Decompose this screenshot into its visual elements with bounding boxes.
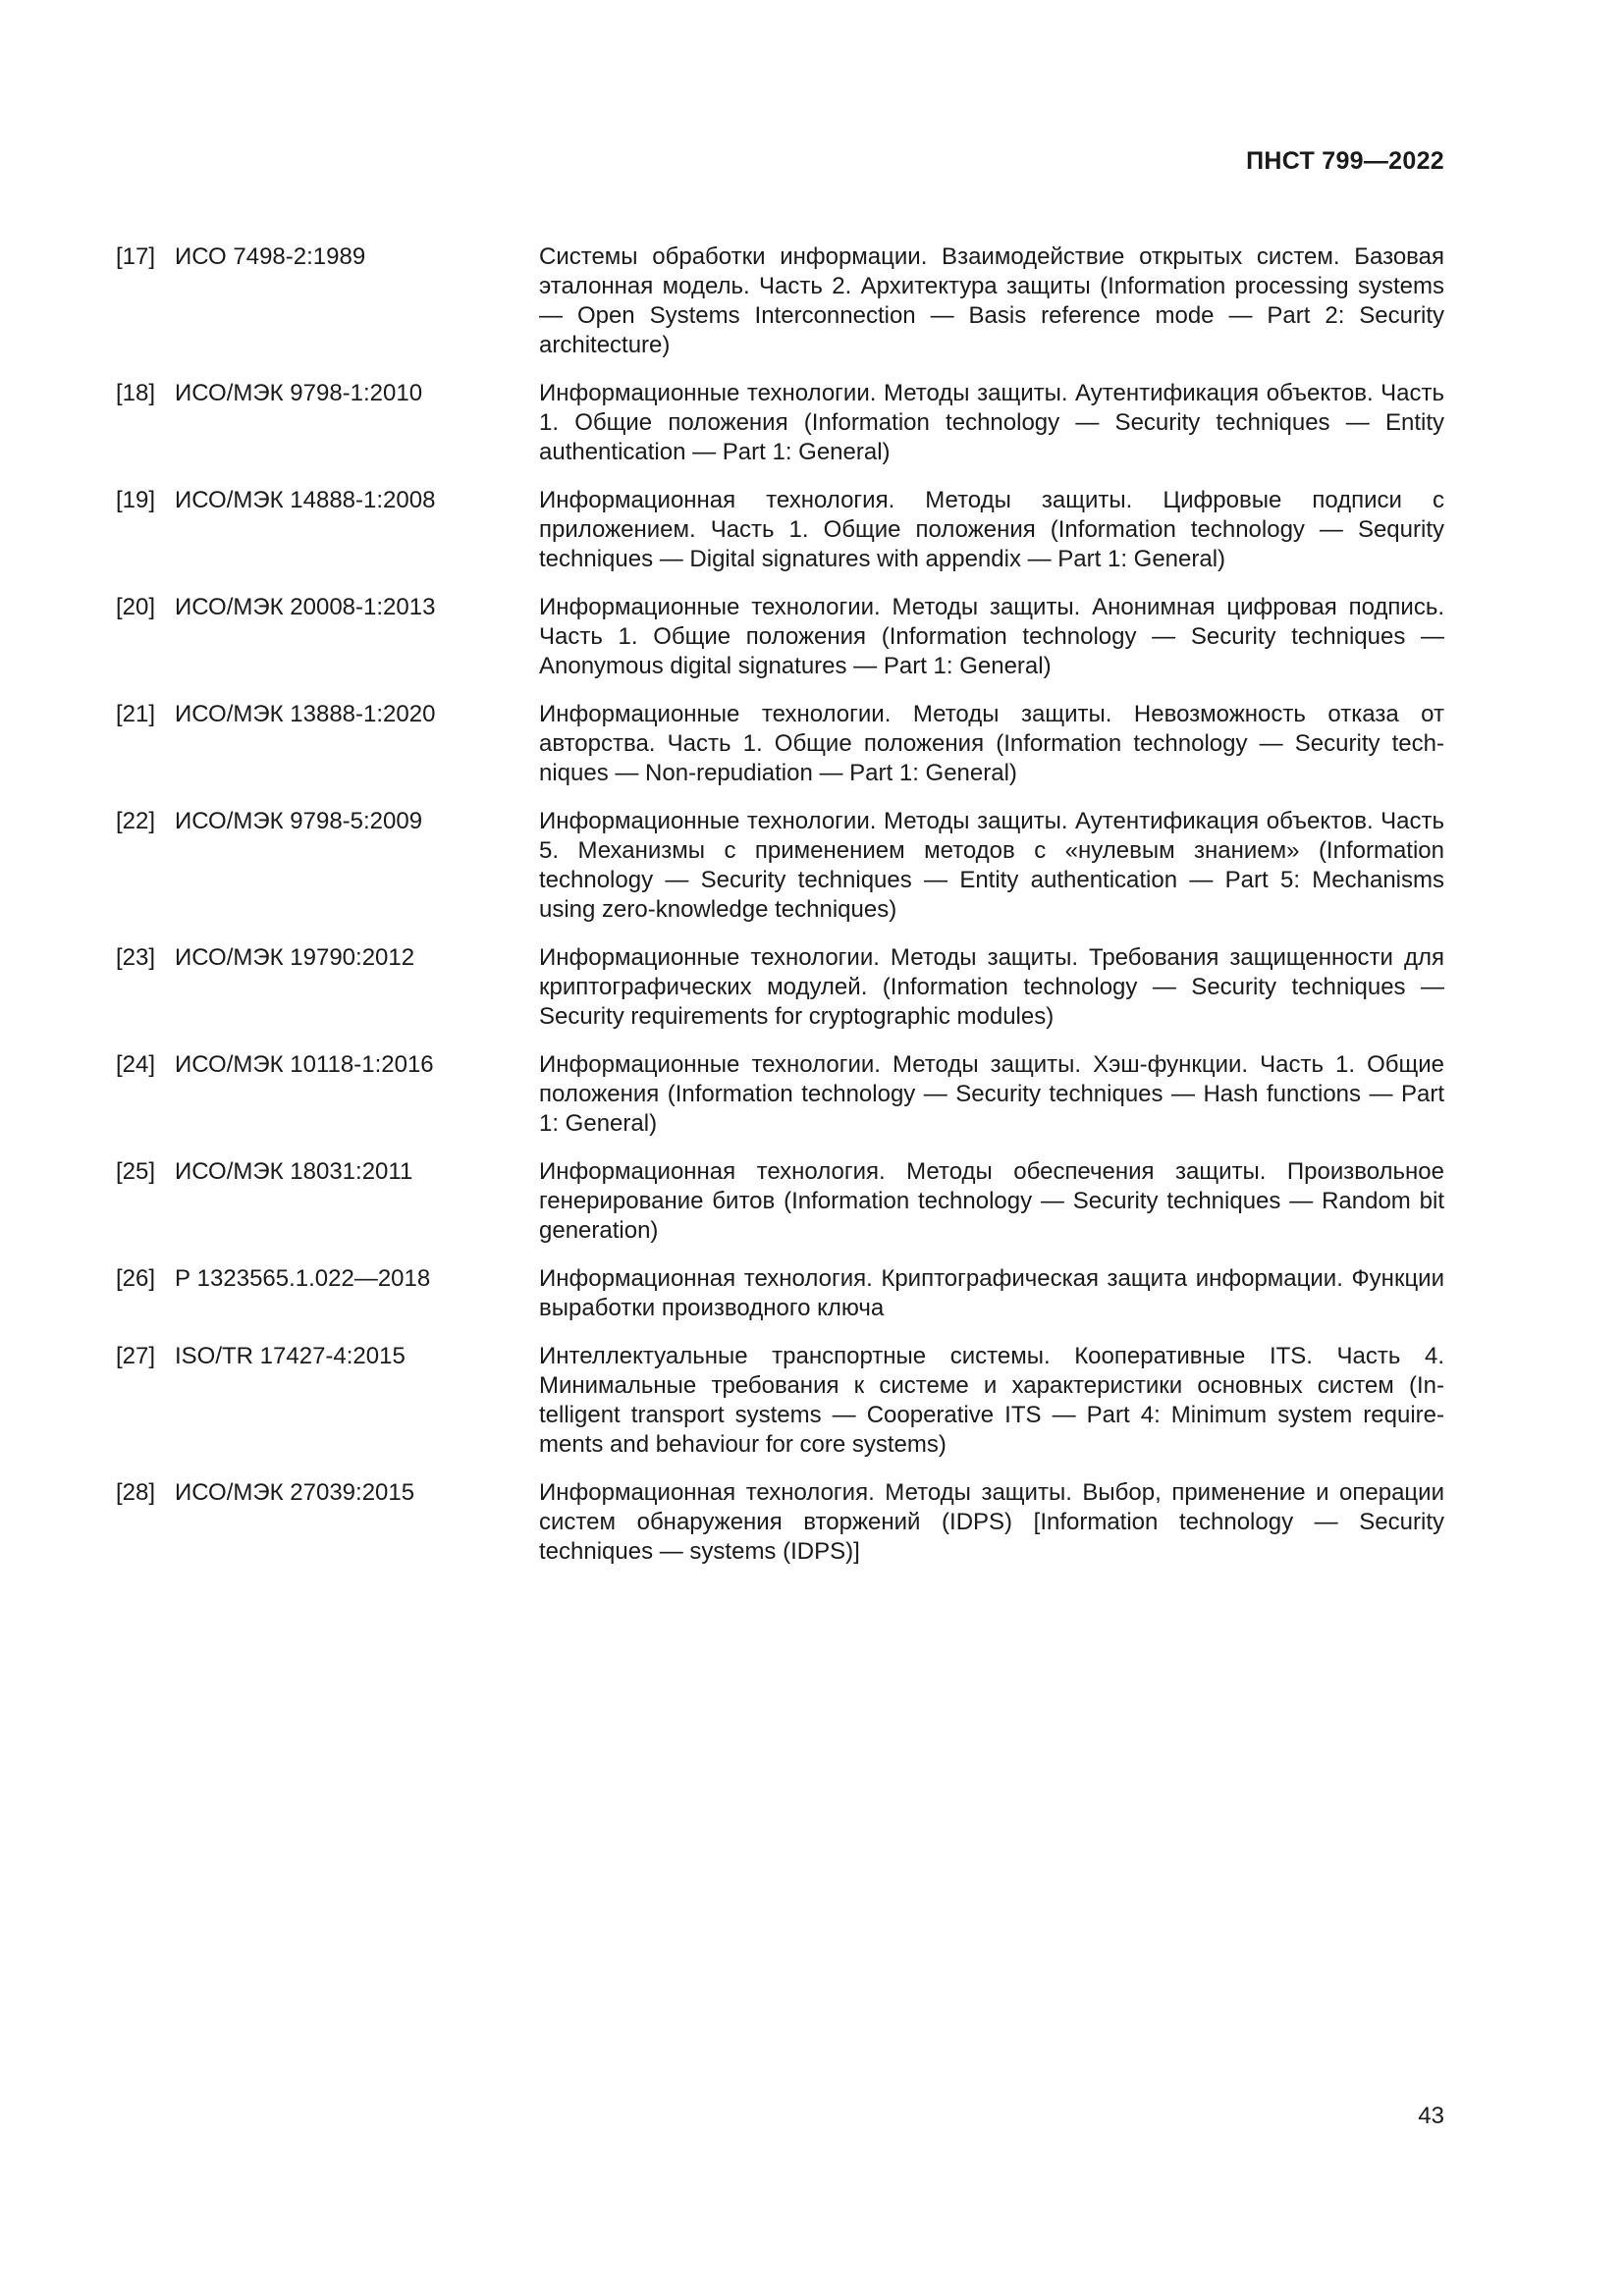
reference-standard-code: ИСО/МЭК 14888-1:2008 (175, 487, 436, 513)
reference-number: [17] (116, 243, 156, 270)
reference-entry (116, 1050, 1444, 1139)
reference-number: [23] (116, 944, 156, 971)
reference-number: [18] (116, 380, 156, 406)
reference-entry (116, 1342, 1444, 1460)
reference-description: Информационные технологии. Методы защиты. Хэш-функции. Часть 1. Общие положения (Information technology — Security techniques — Hash functions — Part 1: General) (539, 1051, 1444, 1137)
page-number: 43 (1418, 2103, 1444, 2129)
reference-entry (116, 379, 1444, 467)
reference-number: [20] (116, 594, 156, 620)
reference-number: [25] (116, 1158, 156, 1185)
reference-description: Информационная технология. Методы обеспечения защиты. Произвольное генерирование битов (Information technology — Security techniques — Random bit generation) (539, 1158, 1444, 1244)
reference-description: Информационные технологии. Методы защиты. Аутентификация объектов. Часть 5. Механизмы с применением методов с «нулевым знанием» (Information technology — Security techniques — Entity authentication — Part 5: Mechanisms using zero-knowledge techniques) (539, 808, 1444, 923)
reference-standard-code: ИСО/МЭК 13888-1:2020 (175, 701, 436, 727)
reference-number: [27] (116, 1343, 156, 1369)
reference-entry (116, 1264, 1444, 1323)
reference-description: Информационная технология. Методы защиты. Цифровые подписи с приложением. Часть 1. Общие положения (Information technology — Sequrity techniques — Digital signatures with appendix — Part 1: General) (539, 487, 1444, 572)
reference-standard-code: ИСО 7498-2:1989 (175, 243, 366, 270)
reference-description: Информационные технологии. Методы защиты. Невозможность отказа от авторства. Часть 1. Общие положения (Information technology — Security techniques — Non-repudiation — Part 1: General) (539, 701, 1444, 786)
reference-entry (116, 1157, 1444, 1246)
reference-standard-code: ИСО/МЭК 10118-1:2016 (175, 1051, 434, 1078)
reference-description: Информационные технологии. Методы защиты. Аутентификация объектов. Часть 1. Общие положения (Information technology — Security techniques — Entity authentication — Part 1: General) (539, 380, 1444, 465)
reference-entry (116, 700, 1444, 788)
reference-number: [21] (116, 701, 156, 727)
reference-entry (116, 807, 1444, 925)
reference-standard-code: ИСО/МЭК 27039:2015 (175, 1479, 415, 1506)
reference-description: Информационная технология. Криптографическая защита информации. Функции выработки производного ключа (539, 1265, 1444, 1321)
reference-standard-code: ИСО/МЭК 19790:2012 (175, 944, 415, 971)
reference-standard-code: ИСО/МЭК 20008-1:2013 (175, 594, 436, 620)
reference-number: [24] (116, 1051, 156, 1078)
document-id-header: ПНСТ 799—2022 (1246, 147, 1444, 175)
bibliography-list (116, 242, 1444, 1585)
reference-standard-code: ИСО/МЭК 18031:2011 (175, 1158, 413, 1185)
reference-entry (116, 486, 1444, 574)
reference-entry (116, 593, 1444, 681)
reference-description: Информационные технологии. Методы защиты. Требования защищенности для криптографических модулей. (Information technology — Security techniques — Security requirements for cryptographic modules) (539, 944, 1444, 1030)
reference-description: Информационные технологии. Методы защиты. Анонимная цифровая подпись. Часть 1. Общие положения (Information technology — Security techniques — Anonymous digital signatures — Part 1: General) (539, 594, 1444, 679)
reference-number: [26] (116, 1265, 156, 1292)
reference-standard-code: ISO/TR 17427-4:2015 (175, 1343, 406, 1369)
reference-description: Системы обработки информации. Взаимодействие открытых систем. Базовая эталонная модель. Часть 2. Архитектура защиты (Information processing systems — Open Systems Interconnection — Basis reference mode — Part 2: Security architecture) (539, 243, 1444, 358)
reference-description: Информационная технология. Методы защиты. Выбор, применение и операции систем обнаружения вторжений (IDPS) [Information technology — Security techniques — systems (IDPS)] (539, 1479, 1444, 1565)
reference-standard-code: Р 1323565.1.022—2018 (175, 1265, 431, 1292)
reference-number: [22] (116, 808, 156, 834)
reference-number: [28] (116, 1479, 156, 1506)
reference-description: Интеллектуальные транспортные системы. Кооперативные ITS. Часть 4. Минимальные требования к системе и характеристики основных систем (Intelligent transport systems — Cooperative ITS — Part 4: Minimum system requirements and behaviour for core systems) (539, 1343, 1444, 1458)
reference-entry (116, 242, 1444, 360)
reference-standard-code: ИСО/МЭК 9798-5:2009 (175, 808, 423, 834)
reference-entry (116, 943, 1444, 1032)
reference-entry (116, 1478, 1444, 1567)
reference-number: [19] (116, 487, 156, 513)
reference-standard-code: ИСО/МЭК 9798-1:2010 (175, 380, 423, 406)
